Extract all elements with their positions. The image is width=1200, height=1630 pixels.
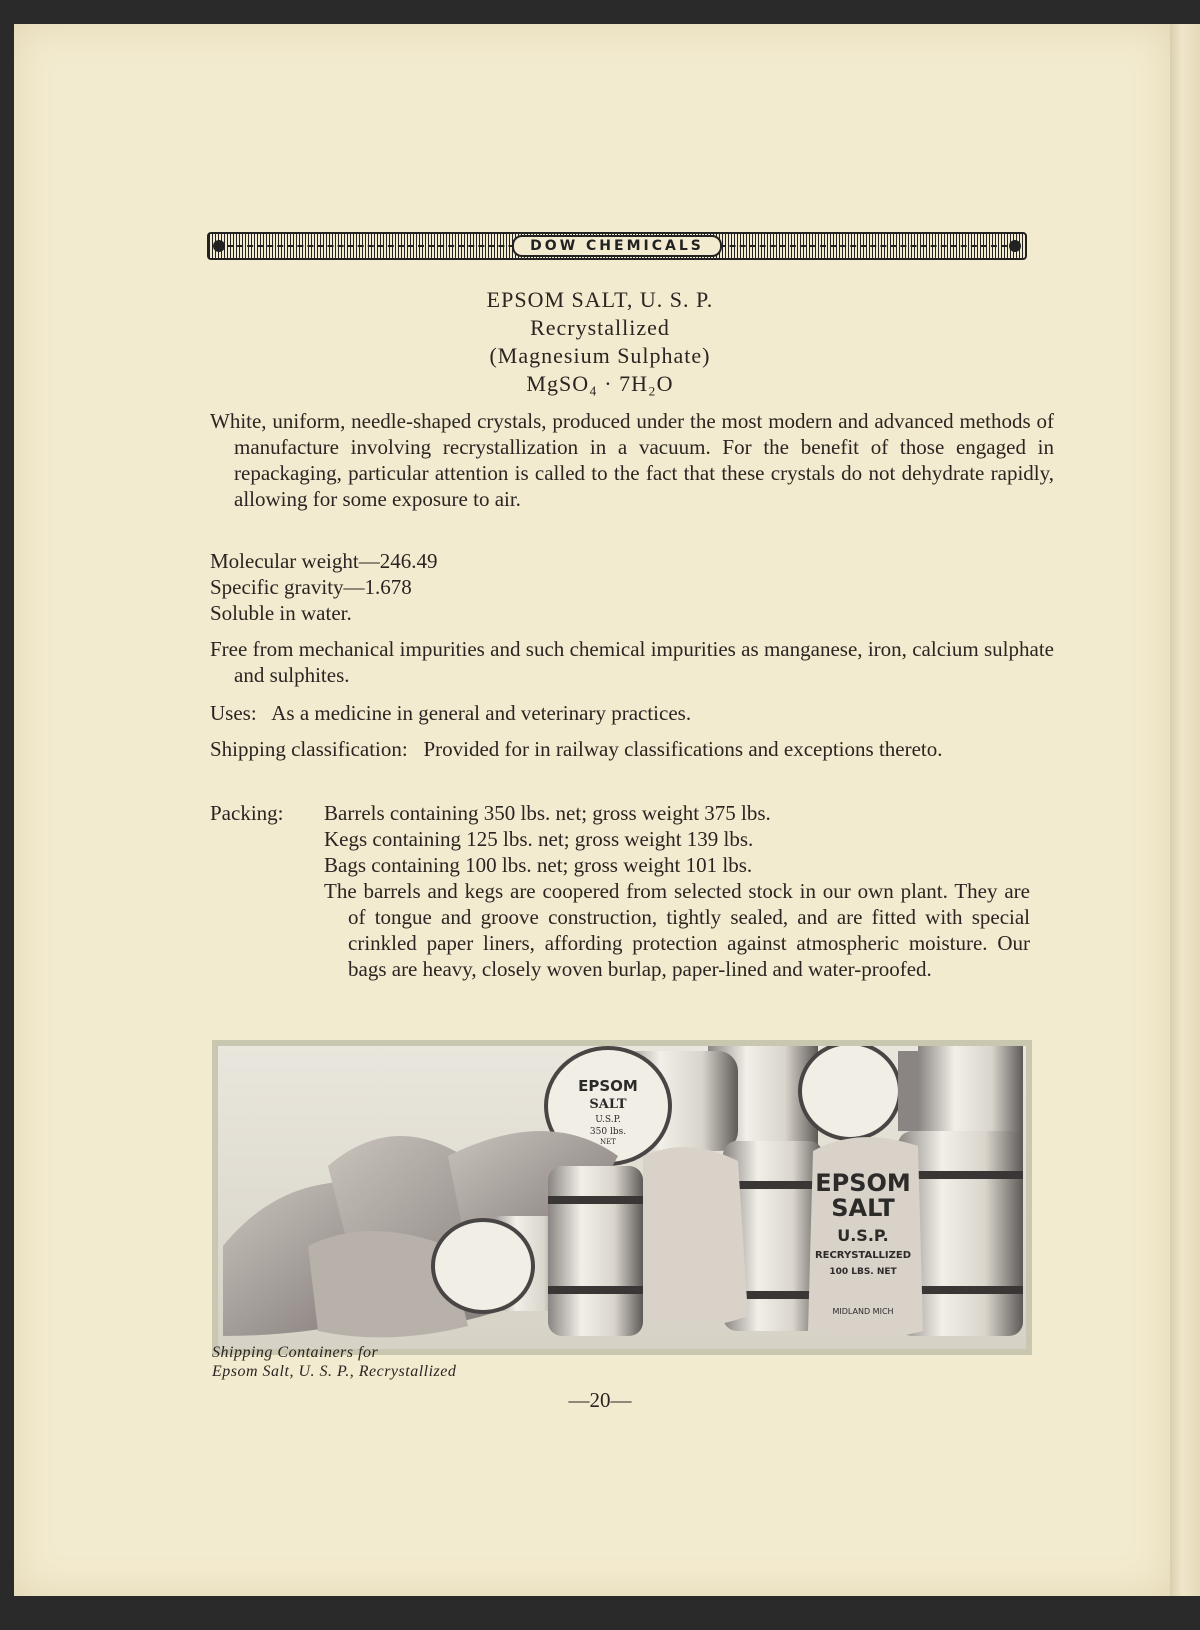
barrel-label-line-1: EPSOM bbox=[578, 1077, 638, 1095]
product-formula: MgSO₄ · 7H₂O bbox=[526, 371, 674, 396]
shipping-text: Provided for in railway classifications and exceptions thereto. bbox=[423, 737, 943, 761]
photo-illustration bbox=[218, 1046, 1026, 1349]
banner-label: DOW CHEMICALS bbox=[512, 235, 722, 257]
shipping-label: Shipping classification: bbox=[210, 737, 408, 761]
product-subtitle: Recrystallized bbox=[530, 315, 670, 340]
packing-note: The barrels and kegs are coopered from selected stock in our own plant. They are of tongue and groove construction, tightly sealed, and are fitted with special crinkled paper liners, affording protection against atmospheric moisture. Our bags are heavy, closely woven burlap, paper-lined and water-proofed. bbox=[324, 879, 1030, 981]
keg-top-right bbox=[800, 1046, 918, 1139]
barrel-label-line-2: SALT bbox=[589, 1097, 627, 1112]
bag-label-line-6: MIDLAND MICH bbox=[832, 1307, 894, 1316]
uses-text: As a medicine in general and veterinary practices. bbox=[271, 701, 692, 725]
packing-item-bags: Bags containing 100 lbs. net; gross weight 101 lbs. bbox=[324, 853, 753, 877]
barrel-label-line-4: 350 lbs. bbox=[589, 1127, 627, 1137]
bag-label-line-5: 100 LBS. NET bbox=[829, 1267, 897, 1277]
uses-line bbox=[210, 700, 691, 726]
shipping-containers-photo bbox=[212, 1040, 1032, 1355]
shipping-paragraph bbox=[210, 736, 1054, 762]
packing-item-barrels: Barrels containing 350 lbs. net; gross weight 375 lbs. bbox=[324, 801, 771, 825]
banner-knob-right bbox=[1009, 240, 1021, 252]
property-specific-gravity: Specific gravity—1.678 bbox=[210, 575, 412, 599]
impurities-paragraph: Free from mechanical impurities and such chemical impurities as manganese, iron, calcium sulphate and sulphites. bbox=[210, 637, 1054, 687]
packing-list bbox=[324, 800, 1030, 982]
property-molecular-weight: Molecular weight—246.49 bbox=[210, 549, 438, 573]
packing-item-kegs: Kegs containing 125 lbs. net; gross weight 139 lbs. bbox=[324, 827, 754, 851]
barrel-label-line-5: NET bbox=[600, 1138, 616, 1146]
bag-label-line-2: SALT bbox=[831, 1194, 895, 1222]
description-paragraph: White, uniform, needle-shaped crystals, produced under the most modern and advanced methods of manufacture involving recrystallization in a vacuum. For the benefit of those engaged in repackaging, particular attention is called to the fact that these crystals do not dehydrate rapidly, allowing for some exposure to air. bbox=[210, 409, 1054, 511]
uses-label: Uses: bbox=[210, 701, 257, 725]
dow-chemicals-banner bbox=[207, 232, 1027, 260]
bag-label-line-1: EPSOM bbox=[815, 1169, 911, 1197]
banner-knob-left bbox=[213, 240, 225, 252]
property-solubility: Soluble in water. bbox=[210, 601, 352, 625]
page-edge bbox=[1170, 24, 1200, 1596]
bag-large-right bbox=[808, 1137, 923, 1338]
product-title: EPSOM SALT, U. S. P. bbox=[486, 287, 714, 312]
caption-line-1: Shipping Containers for bbox=[212, 1344, 379, 1361]
barrel-label-line-3: U.S.P. bbox=[595, 1115, 621, 1125]
page-number: —20— bbox=[568, 1388, 632, 1412]
photo-caption bbox=[212, 1343, 456, 1381]
product-alt-name: (Magnesium Sulphate) bbox=[489, 343, 711, 368]
bag-label-line-3: U.S.P. bbox=[837, 1226, 889, 1245]
caption-line-2: Epsom Salt, U. S. P., Recrystallized bbox=[212, 1363, 457, 1380]
packing-label: Packing: bbox=[210, 801, 284, 825]
bag-label-line-4: RECRYSTALLIZED bbox=[814, 1250, 912, 1261]
bag-center bbox=[643, 1147, 748, 1327]
keg-small-lying bbox=[433, 1216, 568, 1312]
